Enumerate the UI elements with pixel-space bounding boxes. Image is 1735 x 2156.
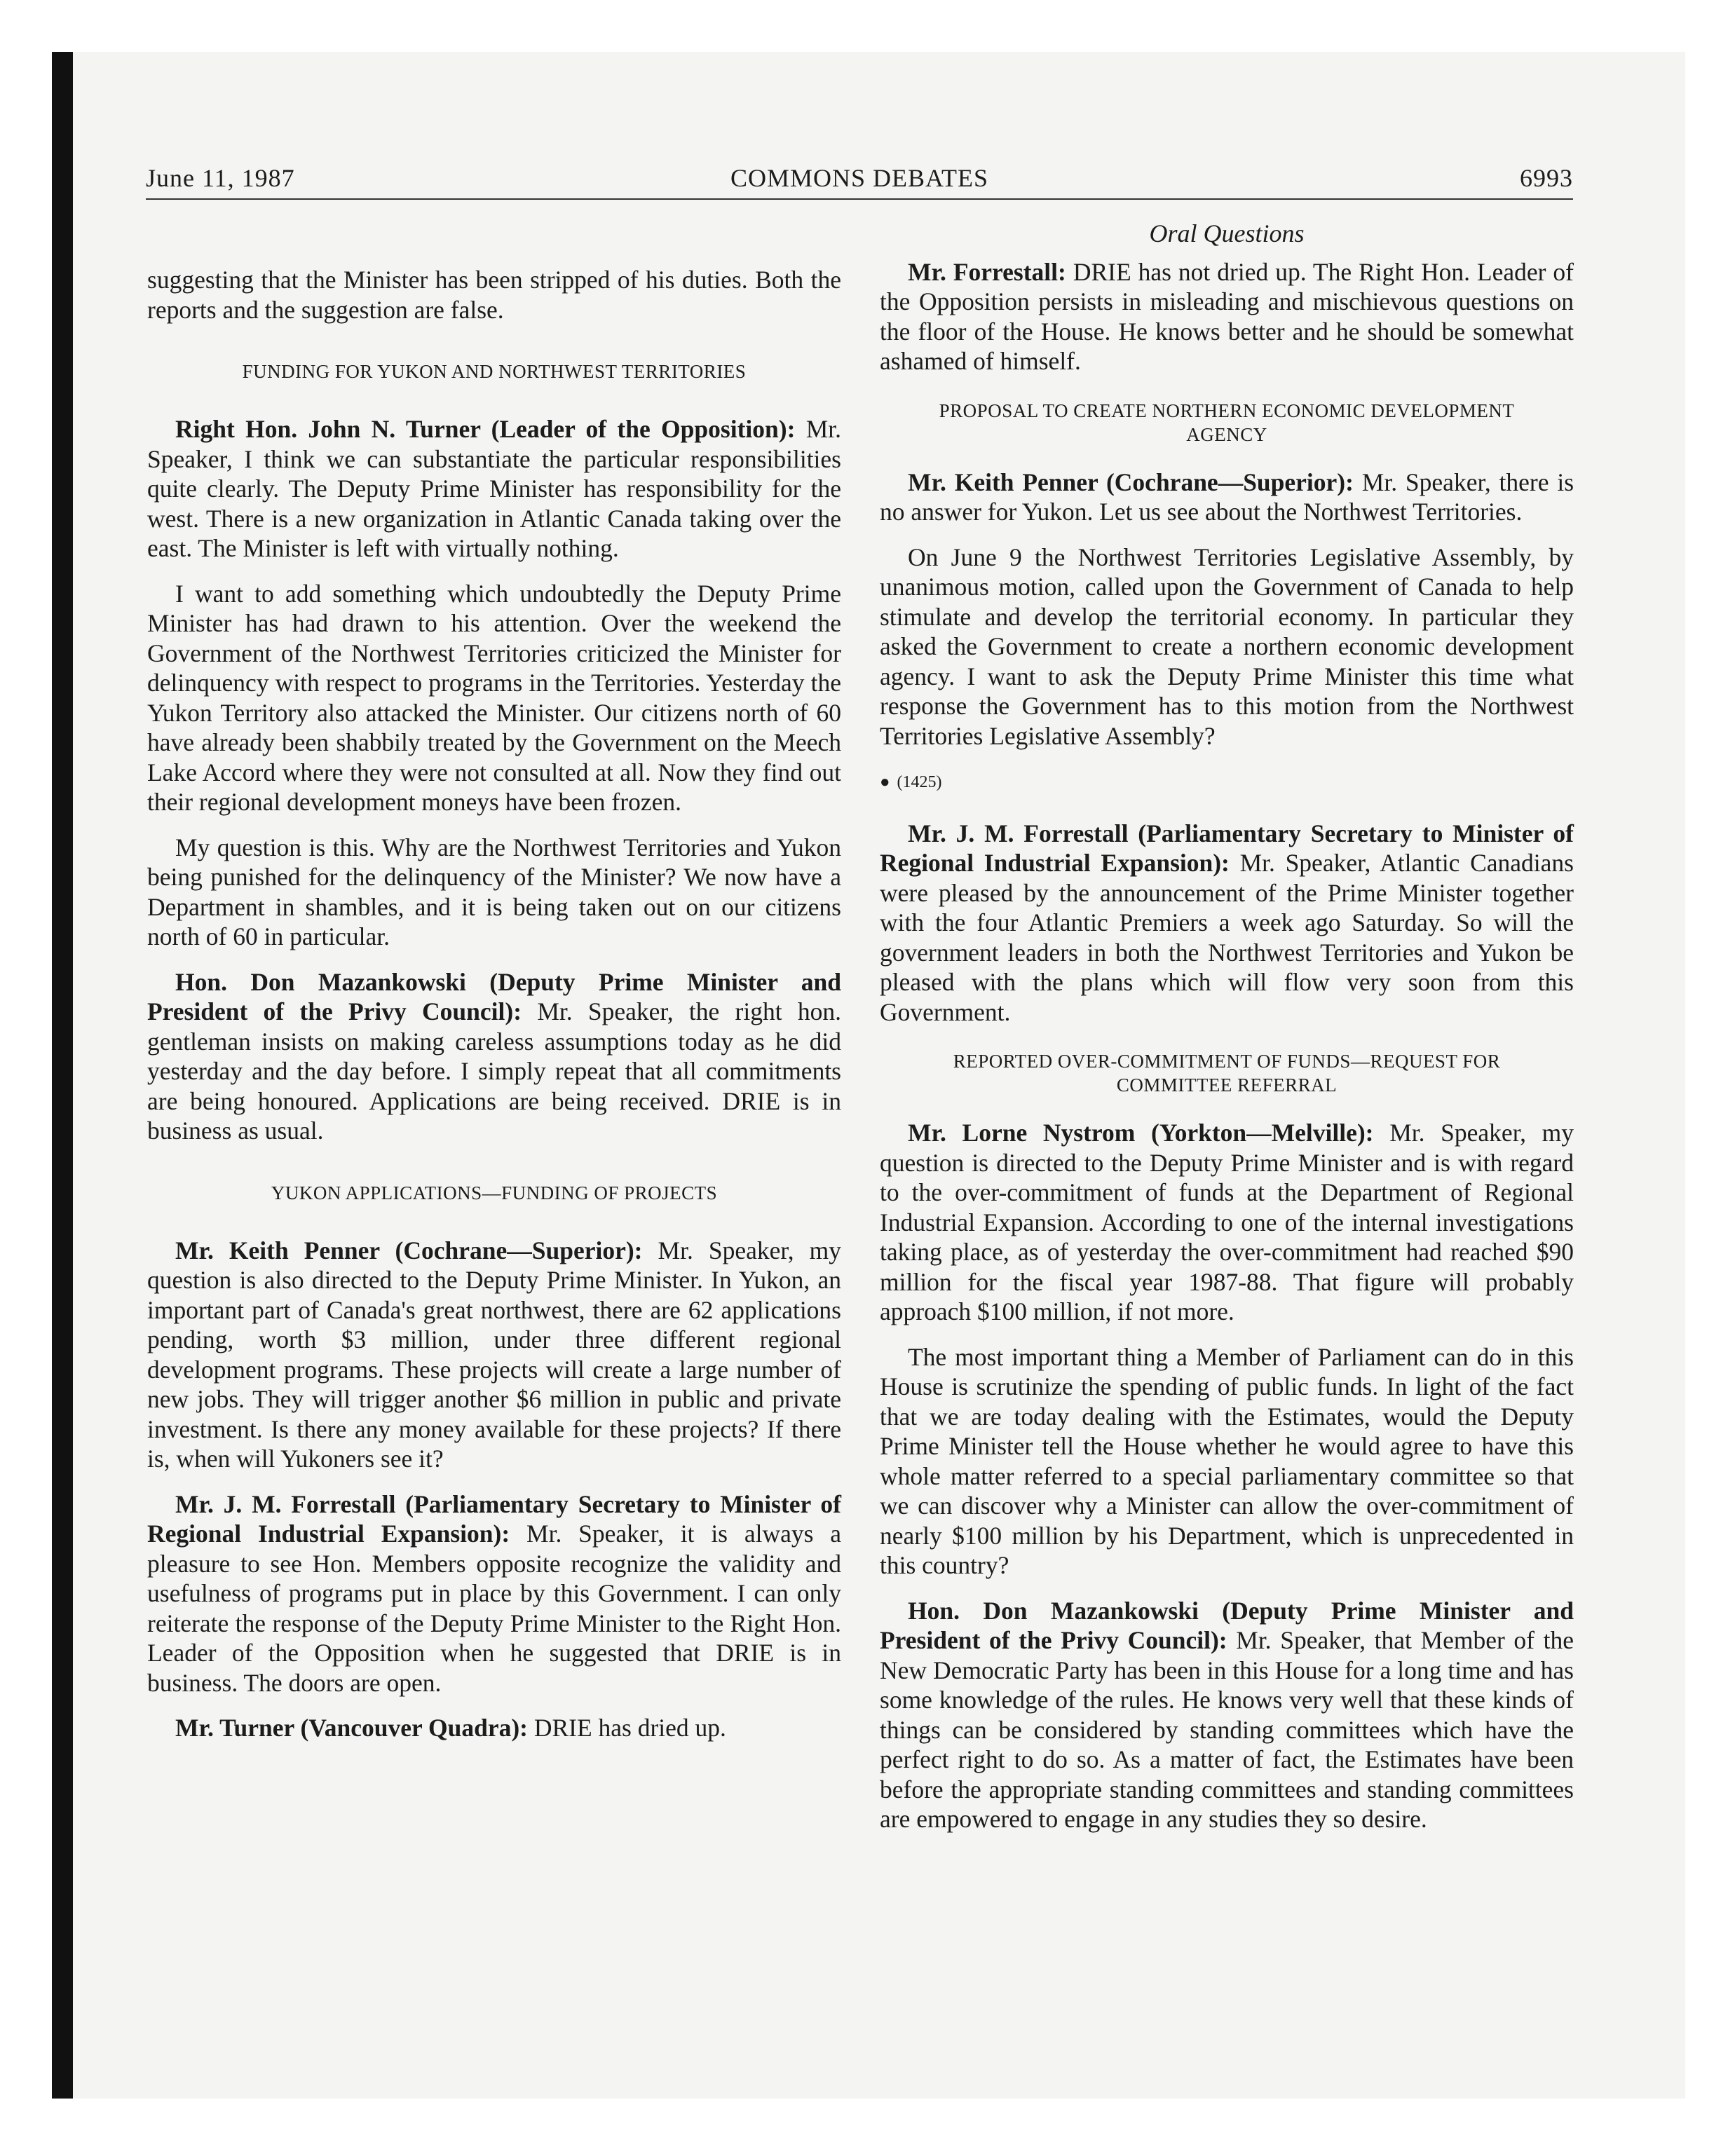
right-column bbox=[880, 203, 1574, 1834]
heading-line: REPORTED OVER-COMMITMENT OF FUNDS—REQUEST FOR bbox=[953, 1051, 1501, 1072]
speech-paragraph bbox=[147, 1489, 841, 1698]
paragraph: The most important thing a Member of Parliament can do in this House is scrutinize the spending of public funds. In light of the fact that we are today dealing with the Estimates, would the Deputy Prime Minister tell the House whether he would agree to have this whole matter referred to a special parliamentary committee so that we can discover why a Minister can allow the over-commitment of nearly $100 million by his Department, which is unprecedented in this country? bbox=[880, 1342, 1574, 1579]
speech-text: DRIE has dried up. bbox=[533, 1714, 726, 1742]
paragraph: My question is this. Why are the Northwest Territories and Yukon being punished for the delinquency of the Minister? We now have a Department in shambles, and it is being taken out on our citizens north of 60 in particular. bbox=[147, 833, 841, 950]
paragraph: On June 9 the Northwest Territories Legislative Assembly, by unanimous motion, called upon the Government of Canada to help stimulate and develop the territorial economy. In particular they asked the Government to create a northern economic development agency. I want to ask the Deputy Prime Minister this time what response the Government has to this motion from the Northwest Territories Legislative Assembly? bbox=[880, 543, 1574, 750]
speech-text: Mr. Speaker, there is no answer for Yukon. Let us see about the Northwest Territories. bbox=[880, 468, 1574, 526]
speech-paragraph bbox=[880, 257, 1574, 376]
section-heading: YUKON APPLICATIONS—FUNDING OF PROJECTS bbox=[271, 1182, 718, 1203]
speech-text: Mr. Speaker, that Member of the New Democratic Party has been in this House for a long time and has some knowledge of the rules. He knows very well that these kinds of things can be considered by standing committees which have the perfect right to do so. As a matter of fact, the Estimates have been before the appropriate standing committees and standing committees are empowered to engage in any studies they so desire. bbox=[880, 1626, 1574, 1833]
time-marker bbox=[880, 767, 1574, 798]
time-stamp: (1425) bbox=[897, 773, 942, 791]
speech-paragraph bbox=[880, 468, 1574, 527]
header-title: COMMONS DEBATES bbox=[730, 164, 989, 192]
speaker-name: Mr. Forrestall: bbox=[908, 257, 1066, 286]
speech-paragraph bbox=[147, 1236, 841, 1474]
heading-line: PROPOSAL TO CREATE NORTHERN ECONOMIC DEVELOPMENT bbox=[939, 400, 1515, 421]
speech-paragraph bbox=[880, 1118, 1574, 1327]
speech-text: Mr. Speaker, I think we can substantiate the particular responsibilities quite clearly. The Deputy Prime Minister has responsibility for the west. There is a new organization in Atlantic Canada taking over the east. The Minister is left with virtually nothing. bbox=[147, 415, 841, 562]
speech-text: Mr. Speaker, my question is also directed to the Deputy Prime Minister. In Yukon, an important part of Canada's great northwest, there are 62 applications pending, worth $3 million, under three different regional development programs. These projects will create a large number of new jobs. They will trigger another $6 million in public and private investment. Is there any money available for these projects? If there is, when will Yukoners see it? bbox=[147, 1236, 841, 1473]
speaker-name: Mr. J. M. Forrestall (Parliamentary Secretary to Minister of Regional Industrial Expansion): bbox=[880, 819, 1574, 877]
section-heading: FUNDING FOR YUKON AND NORTHWEST TERRITORIES bbox=[242, 361, 747, 382]
heading-line: COMMITTEE REFERRAL bbox=[1116, 1074, 1338, 1096]
speaker-name: Hon. Don Mazankowski (Deputy Prime Minister and President of the Privy Council): bbox=[880, 1596, 1574, 1654]
speech-text: Mr. Speaker, Atlantic Canadians were pleased by the announcement of the Prime Minister together with the four Atlantic Premiers a week ago Saturday. So will the government leaders in both the Northwest Territories and Yukon be pleased with the plans which will flow very soon from this Government. bbox=[880, 849, 1574, 1026]
header-date: June 11, 1987 bbox=[146, 164, 295, 192]
speech-text: Mr. Speaker, my question is directed to the Deputy Prime Minister and is with regard to the over-commitment of funds at the Department of Regional Industrial Expansion. According to one of the internal investigations taking place, as of yesterday the over-commitment had reached $90 million for the fiscal year 1987-88. That figure will probably approach $100 million, if not more. bbox=[880, 1119, 1574, 1325]
section-heading bbox=[880, 1049, 1574, 1097]
speech-paragraph bbox=[147, 414, 841, 564]
running-head bbox=[146, 163, 1573, 200]
paragraph: I want to add something which undoubtedly the Deputy Prime Minister has had drawn to his attention. Over the weekend the Government of the Northwest Territories criticized the Minister for delinquency with respect to programs in the Territories. Yesterday the Yukon Territory also attacked the Minister. Our citizens north of 60 have already been shabbily treated by the Government on the Meech Lake Accord where they were not consulted at all. Now they find out their regional development moneys have been frozen. bbox=[147, 579, 841, 816]
binding-edge bbox=[52, 52, 73, 2099]
speaker-name: Mr. Turner (Vancouver Quadra): bbox=[175, 1714, 528, 1742]
speech-paragraph bbox=[880, 819, 1574, 1028]
speaker-name: Mr. Lorne Nystrom (Yorkton—Melville): bbox=[908, 1119, 1374, 1147]
section-heading bbox=[880, 399, 1574, 446]
speech-text: DRIE has not dried up. The Right Hon. Leader of the Opposition persists in misleading and mischievous questions on the floor of the House. He knows better and he should be somewhat ashamed of himself. bbox=[880, 257, 1574, 375]
left-column bbox=[147, 203, 841, 1743]
speaker-name: Right Hon. John N. Turner (Leader of the Opposition): bbox=[175, 415, 796, 443]
speaker-name: Mr. J. M. Forrestall (Parliamentary Secretary to Minister of Regional Industrial Expansion): bbox=[147, 1489, 841, 1548]
paragraph: suggesting that the Minister has been stripped of his duties. Both the reports and the suggestion are false. bbox=[147, 266, 841, 324]
speech-paragraph bbox=[880, 1596, 1574, 1834]
bullet-icon: ● bbox=[880, 773, 890, 791]
heading-line: AGENCY bbox=[1186, 423, 1267, 445]
section-label: Oral Questions bbox=[1149, 219, 1305, 247]
speech-text: Mr. Speaker, the right hon. gentleman insists on making careless assumptions today as he did yesterday and the day before. I simply repeat that all commitments are being honoured. Applications are being received. DRIE is in business as usual. bbox=[147, 997, 841, 1145]
speaker-name: Mr. Keith Penner (Cochrane—Superior): bbox=[175, 1236, 643, 1264]
speech-text: Mr. Speaker, it is always a pleasure to see Hon. Members opposite recognize the validity and usefulness of programs put in place by this Government. I can only reiterate the response of the Deputy Prime Minister to the Right Hon. Leader of the Opposition when he suggested that DRIE is in business. The doors are open. bbox=[147, 1520, 841, 1697]
speech-paragraph bbox=[147, 1713, 841, 1743]
speech-paragraph bbox=[147, 967, 841, 1146]
speaker-name: Hon. Don Mazankowski (Deputy Prime Minister and President of the Privy Council): bbox=[147, 967, 841, 1025]
page-number: 6993 bbox=[1520, 164, 1573, 192]
speaker-name: Mr. Keith Penner (Cochrane—Superior): bbox=[908, 468, 1354, 496]
